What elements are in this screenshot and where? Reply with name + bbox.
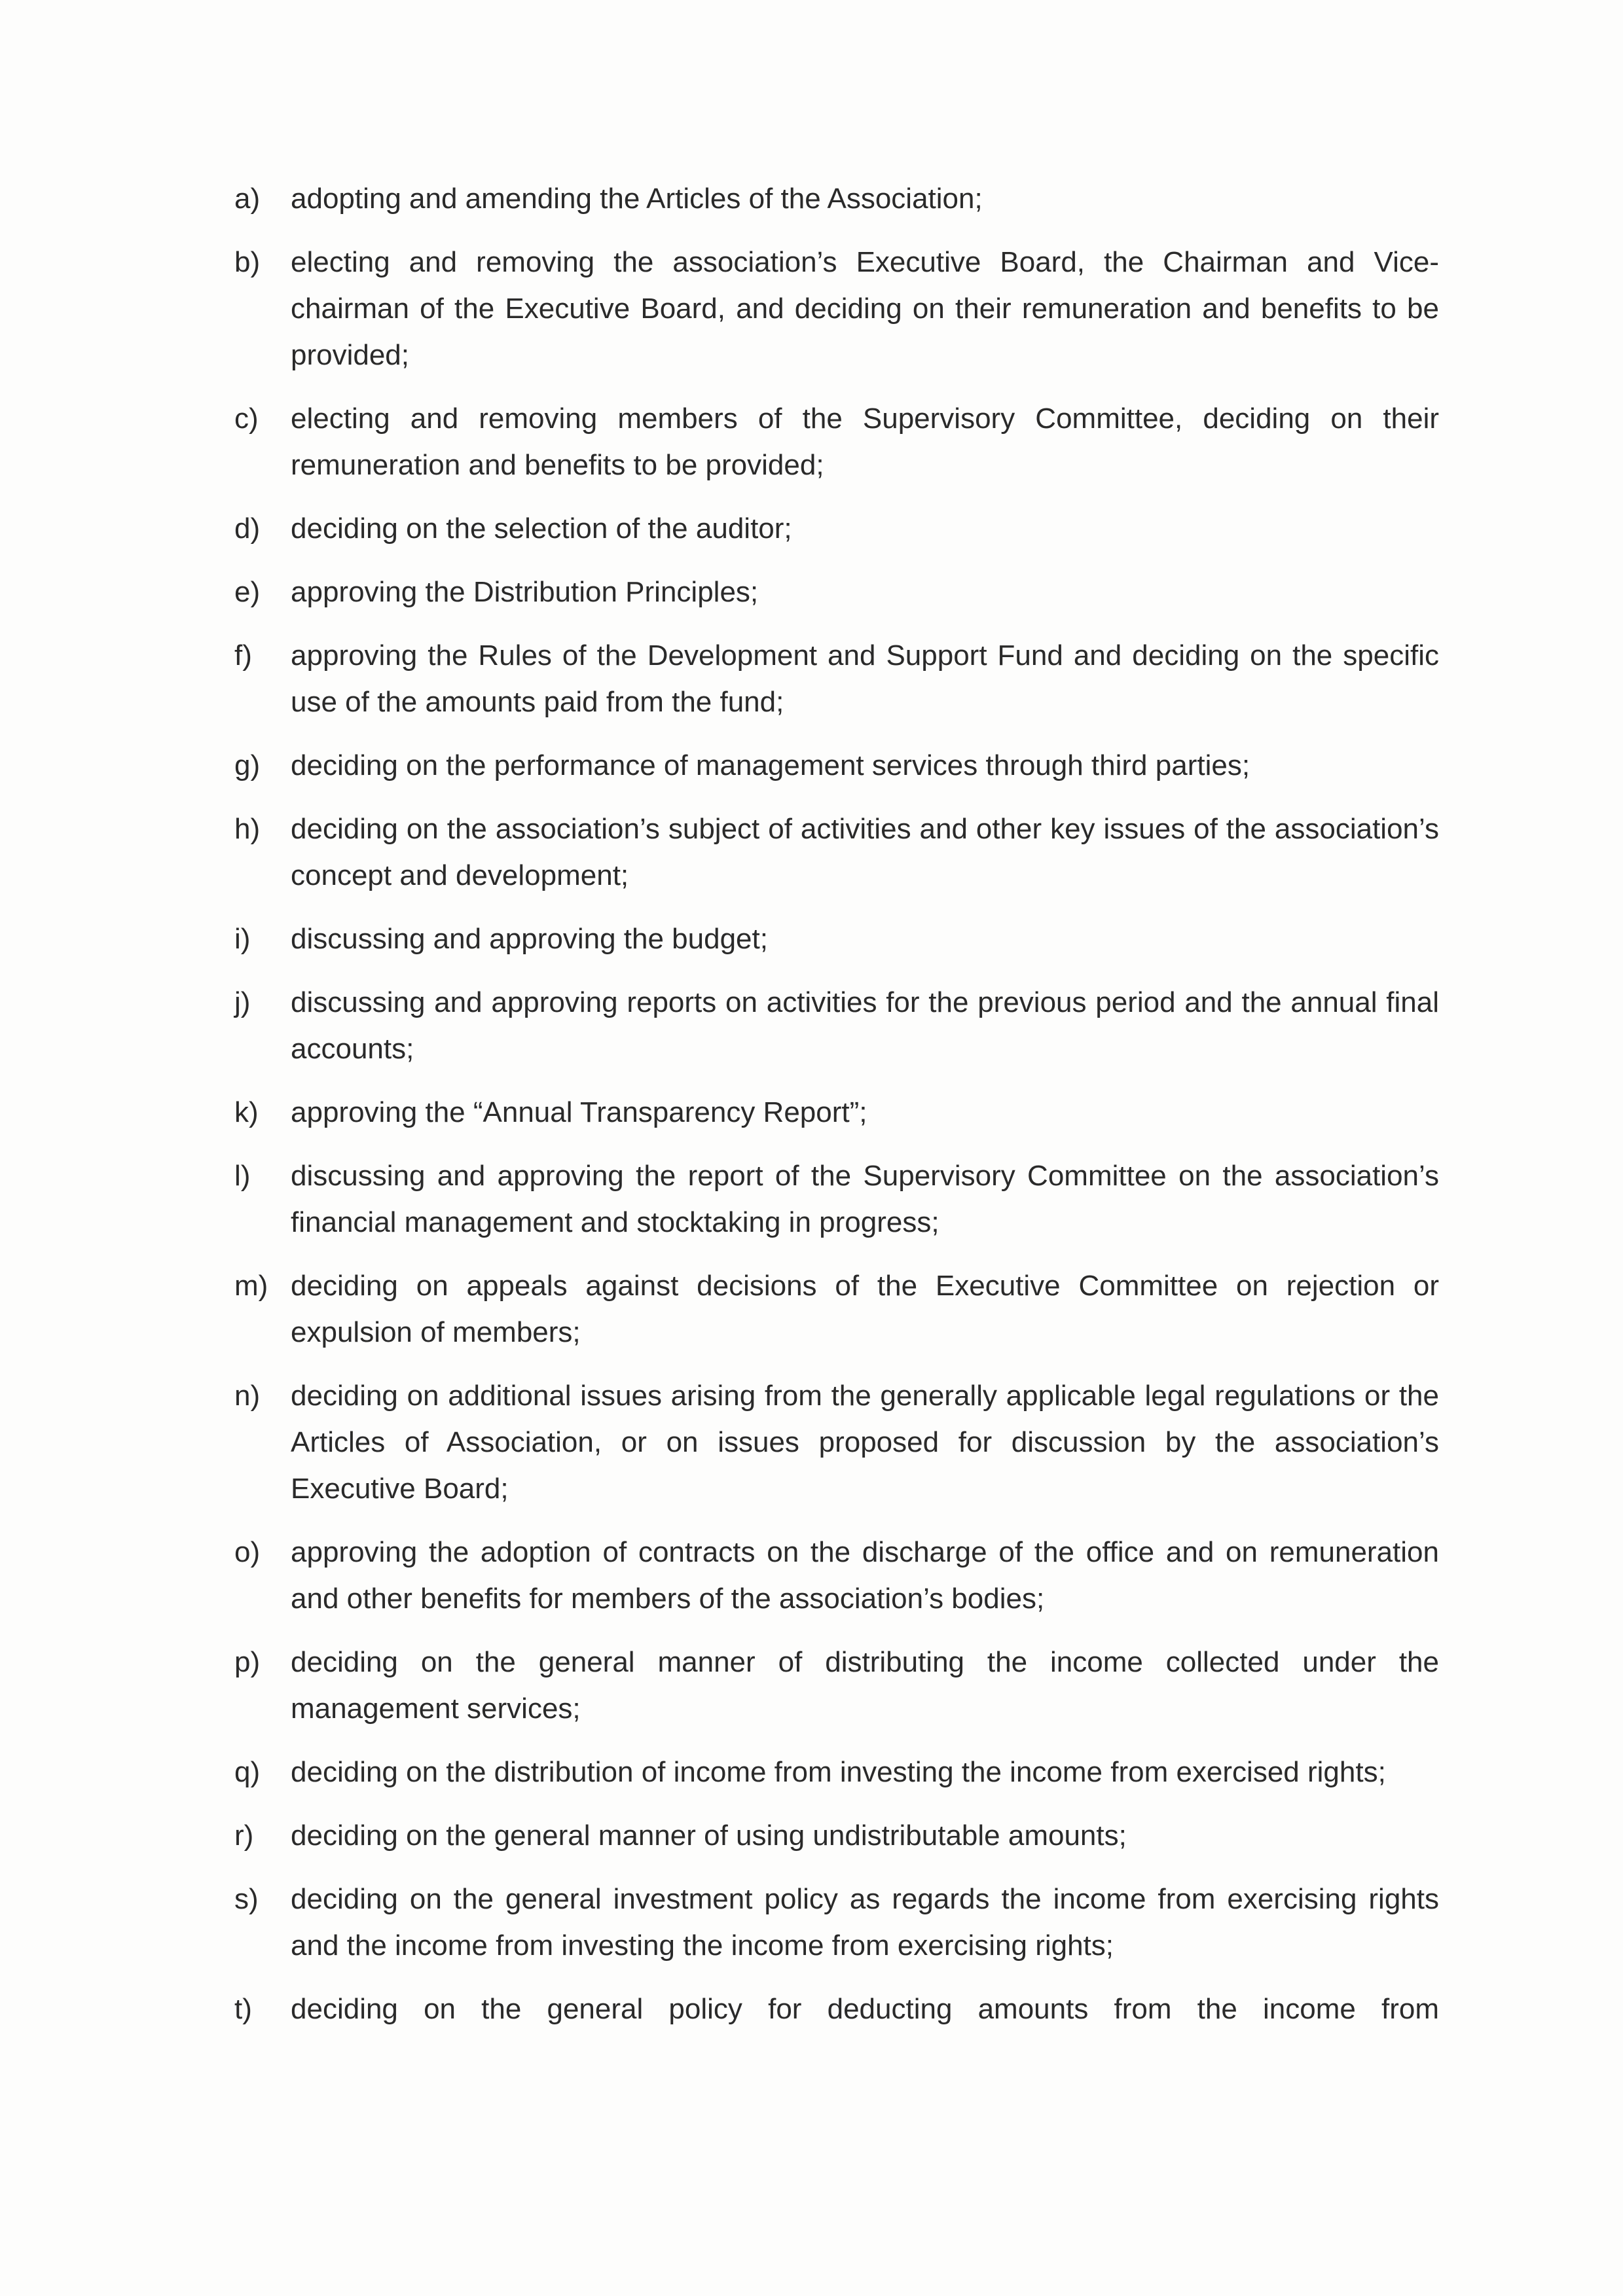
list-item-marker: p): [234, 1646, 261, 1678]
list-item-text: deciding on appeals against decisions of the Executive Committee on rejection or expulsion of members;: [291, 1270, 1439, 1348]
list-item-text: deciding on the selection of the auditor;: [291, 512, 792, 545]
list-item: [234, 1153, 1439, 1246]
list-item-text: deciding on the association’s subject of activities and other key issues of the association’s concept and development;: [291, 813, 1439, 891]
powers-list: [234, 175, 1439, 2049]
list-item-marker: r): [234, 1820, 254, 1852]
list-item-text: adopting and amending the Articles of the Association;: [291, 183, 983, 215]
list-item: [234, 806, 1439, 899]
list-item: [234, 175, 1439, 222]
list-item: [234, 1639, 1439, 1732]
list-item: [234, 1986, 1439, 2032]
list-item: [234, 742, 1439, 789]
list-item: [234, 979, 1439, 1072]
list-item: [234, 1263, 1439, 1355]
list-item: [234, 916, 1439, 962]
list-item-marker: j): [234, 986, 251, 1018]
list-item: [234, 1089, 1439, 1136]
list-item-text: approving the Distribution Principles;: [291, 576, 759, 608]
list-item-text: deciding on the general manner of using undistributable amounts;: [291, 1820, 1127, 1852]
list-item-text: deciding on the performance of management services through third parties;: [291, 749, 1250, 781]
list-item-marker: g): [234, 749, 261, 781]
list-item-text: discussing and approving the budget;: [291, 923, 768, 955]
list-item-marker: k): [234, 1096, 259, 1128]
list-item-marker: s): [234, 1883, 259, 1915]
list-item-marker: i): [234, 923, 251, 955]
list-item: [234, 1749, 1439, 1795]
list-item: [234, 239, 1439, 378]
list-item-text: deciding on the general policy for deducting amounts from the income from: [291, 1993, 1439, 2025]
list-item-text: deciding on the general manner of distributing the income collected under the management services;: [291, 1646, 1439, 1725]
list-item-text: approving the adoption of contracts on the discharge of the office and on remuneration and other benefits for members of the association’s bodies;: [291, 1536, 1439, 1615]
list-item-marker: n): [234, 1380, 261, 1412]
list-item-text: deciding on the distribution of income from investing the income from exercised rights;: [291, 1756, 1386, 1788]
list-item-marker: b): [234, 246, 261, 278]
list-item-marker: h): [234, 813, 261, 845]
list-item-marker: t): [234, 1993, 252, 2025]
list-item-marker: l): [234, 1160, 251, 1192]
list-item: [234, 632, 1439, 725]
list-item-text: deciding on the general investment policy as regards the income from exercising rights and the income from investing the income from exercising rights;: [291, 1883, 1439, 1962]
list-item: [234, 1372, 1439, 1512]
list-item: [234, 1529, 1439, 1622]
list-item-marker: c): [234, 403, 259, 435]
list-item-text: electing and removing the association’s Executive Board, the Chairman and Vice-chairman of the Executive Board, and deciding on their remuneration and benefits to be provided;: [291, 246, 1439, 371]
list-item: [234, 569, 1439, 615]
list-item-text: discussing and approving reports on activities for the previous period and the annual final accounts;: [291, 986, 1439, 1065]
list-item-text: discussing and approving the report of the Supervisory Committee on the association’s financial management and stocktaking in progress;: [291, 1160, 1439, 1238]
list-item-text: electing and removing members of the Supervisory Committee, deciding on their remuneration and benefits to be provided;: [291, 403, 1439, 481]
list-item-marker: d): [234, 512, 261, 545]
list-item-marker: m): [234, 1270, 268, 1302]
list-item: [234, 395, 1439, 488]
list-item-marker: e): [234, 576, 261, 608]
list-item-text: approving the Rules of the Development and Support Fund and deciding on the specific use of the amounts paid from the fund;: [291, 639, 1439, 718]
list-item: [234, 1876, 1439, 1969]
list-item: [234, 1812, 1439, 1859]
list-item-marker: f): [234, 639, 252, 672]
list-item-text: deciding on additional issues arising from the generally applicable legal regulations or the Articles of Association, or on issues proposed for discussion by the association’s Executive Board;: [291, 1380, 1439, 1505]
list-item-text: approving the “Annual Transparency Report”;: [291, 1096, 867, 1128]
list-item: [234, 505, 1439, 552]
list-item-marker: q): [234, 1756, 261, 1788]
list-item-marker: o): [234, 1536, 261, 1568]
list-item-marker: a): [234, 183, 261, 215]
